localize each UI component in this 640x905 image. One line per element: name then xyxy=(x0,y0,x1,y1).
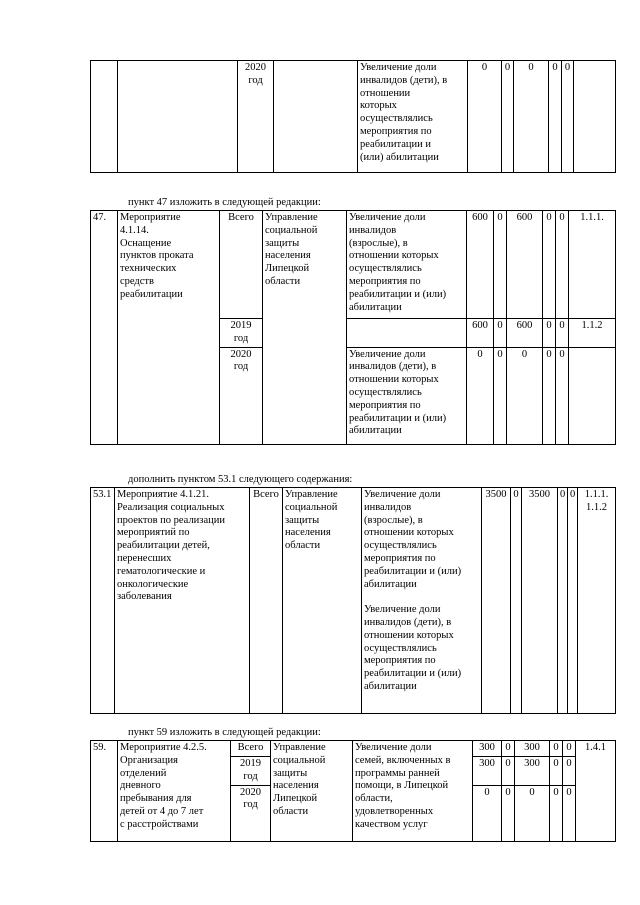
cell-indicator: Увеличение доли инвалидов (дети), в отношении которых осуществлялись мероприятия по реабилитации и (или) абилитации xyxy=(358,61,468,173)
cell-value: 0 xyxy=(556,347,569,444)
cell-value: 600 xyxy=(507,319,543,348)
cell-code: 1.1.2 xyxy=(569,319,616,348)
cell-value: 0 xyxy=(556,319,569,348)
table-item-47 xyxy=(90,210,616,445)
table-item-53-1 xyxy=(90,487,616,714)
cell-value: 600 xyxy=(467,211,494,319)
cell-value: 600 xyxy=(467,319,494,348)
cell-period: 2020 год xyxy=(238,61,274,173)
cell-value: 0 xyxy=(502,785,515,841)
cell-num: 53.1 xyxy=(91,488,115,714)
cell-period: 2019 год xyxy=(231,757,271,786)
cell-num: 47. xyxy=(91,211,118,445)
cell-value: 300 xyxy=(515,741,550,757)
cell-total: Всего xyxy=(220,211,263,319)
cell-executor: Управление социальной защиты населения Липецкой области xyxy=(263,211,347,445)
cell-value: 300 xyxy=(473,757,502,786)
cell-value: 0 xyxy=(514,61,549,173)
cell-indicator: Увеличение доли инвалидов (дети), в отношении которых осуществлялись мероприятия по реабилитации и (или) абилитации xyxy=(347,347,467,444)
cell-value: 0 xyxy=(467,347,494,444)
cell-code xyxy=(574,61,616,173)
table-item-59 xyxy=(90,740,616,842)
cell-value: 0 xyxy=(468,61,502,173)
cell-name: Мероприятие 4.1.14. Оснащение пунктов проката технических средств реабилитации xyxy=(118,211,220,445)
cell-value: 0 xyxy=(502,61,514,173)
cell-executor: Управление социальной защиты населения области xyxy=(283,488,362,714)
cell-value: 0 xyxy=(494,347,507,444)
cell-value: 0 xyxy=(473,785,502,841)
cell-indicator xyxy=(347,319,467,348)
cell-num: 59. xyxy=(91,741,118,842)
section-heading-53-1: дополнить пунктом 53.1 следующего содержания: xyxy=(128,474,353,485)
table-continuation xyxy=(90,60,616,173)
section-heading-47: пункт 47 изложить в следующей редакции: xyxy=(128,197,321,208)
cell-total: Всего xyxy=(231,741,271,757)
cell-value: 0 xyxy=(502,741,515,757)
cell-code xyxy=(569,347,616,444)
cell-value: 0 xyxy=(543,211,556,319)
cell-value: 0 xyxy=(556,211,569,319)
cell-total: Всего xyxy=(250,488,283,714)
cell-value: 0 xyxy=(511,488,522,714)
cell-value: 0 xyxy=(550,741,563,757)
cell-name xyxy=(118,61,238,173)
section-heading-59: пункт 59 изложить в следующей редакции: xyxy=(128,727,321,738)
cell-indicator: Увеличение доли инвалидов (взрослые), в отношении которых осуществлялись мероприятия по реабилитации и (или) абилитации xyxy=(347,211,467,319)
cell-value: 300 xyxy=(473,741,502,757)
cell-code: 1.1.1. 1.1.2 xyxy=(578,488,616,714)
cell-value: 3500 xyxy=(482,488,511,714)
cell-value: 0 xyxy=(550,757,563,786)
cell-value: 0 xyxy=(558,488,568,714)
cell-value: 0 xyxy=(562,61,574,173)
cell-period: 2020 год xyxy=(231,785,271,841)
cell-value: 0 xyxy=(549,61,562,173)
cell-value: 0 xyxy=(563,785,576,841)
cell-value: 0 xyxy=(563,741,576,757)
cell-value: 600 xyxy=(507,211,543,319)
cell-num xyxy=(91,61,118,173)
cell-value: 0 xyxy=(543,347,556,444)
cell-value: 0 xyxy=(502,757,515,786)
cell-value: 0 xyxy=(515,785,550,841)
cell-indicator: Увеличение доли инвалидов (взрослые), в отношении которых осуществлялись мероприятия по реабилитации и (или) абилитации Увеличение доли инвалидов (дети), в отношении которых осуществлялись мероприятия по реабилитации и (или) абилитации xyxy=(362,488,482,714)
cell-value: 0 xyxy=(507,347,543,444)
cell-value: 300 xyxy=(515,757,550,786)
cell-value: 0 xyxy=(494,211,507,319)
cell-period: 2020 год xyxy=(220,347,263,444)
cell-indicator: Увеличение доли семей, включенных в программы ранней помощи, в Липецкой области, удовлетворенных качеством услуг xyxy=(353,741,473,842)
cell-value: 0 xyxy=(494,319,507,348)
cell-code: 1.4.1 xyxy=(576,741,616,842)
cell-code: 1.1.1. xyxy=(569,211,616,319)
cell-value: 0 xyxy=(543,319,556,348)
cell-value: 0 xyxy=(563,757,576,786)
cell-period: 2019 год xyxy=(220,319,263,348)
cell-name: Мероприятие 4.2.5. Организация отделений дневного пребывания для детей от 4 до 7 лет с расстройствами xyxy=(118,741,231,842)
cell-value: 3500 xyxy=(522,488,558,714)
cell-value: 0 xyxy=(550,785,563,841)
cell-name: Мероприятие 4.1.21. Реализация социальных проектов по реализации мероприятий по реабилитации детей, перенесших гематологические и онкологические заболевания xyxy=(115,488,250,714)
cell-executor: Управление социальной защиты населения Липецкой области xyxy=(271,741,353,842)
cell-value: 0 xyxy=(568,488,578,714)
cell-executor xyxy=(274,61,358,173)
